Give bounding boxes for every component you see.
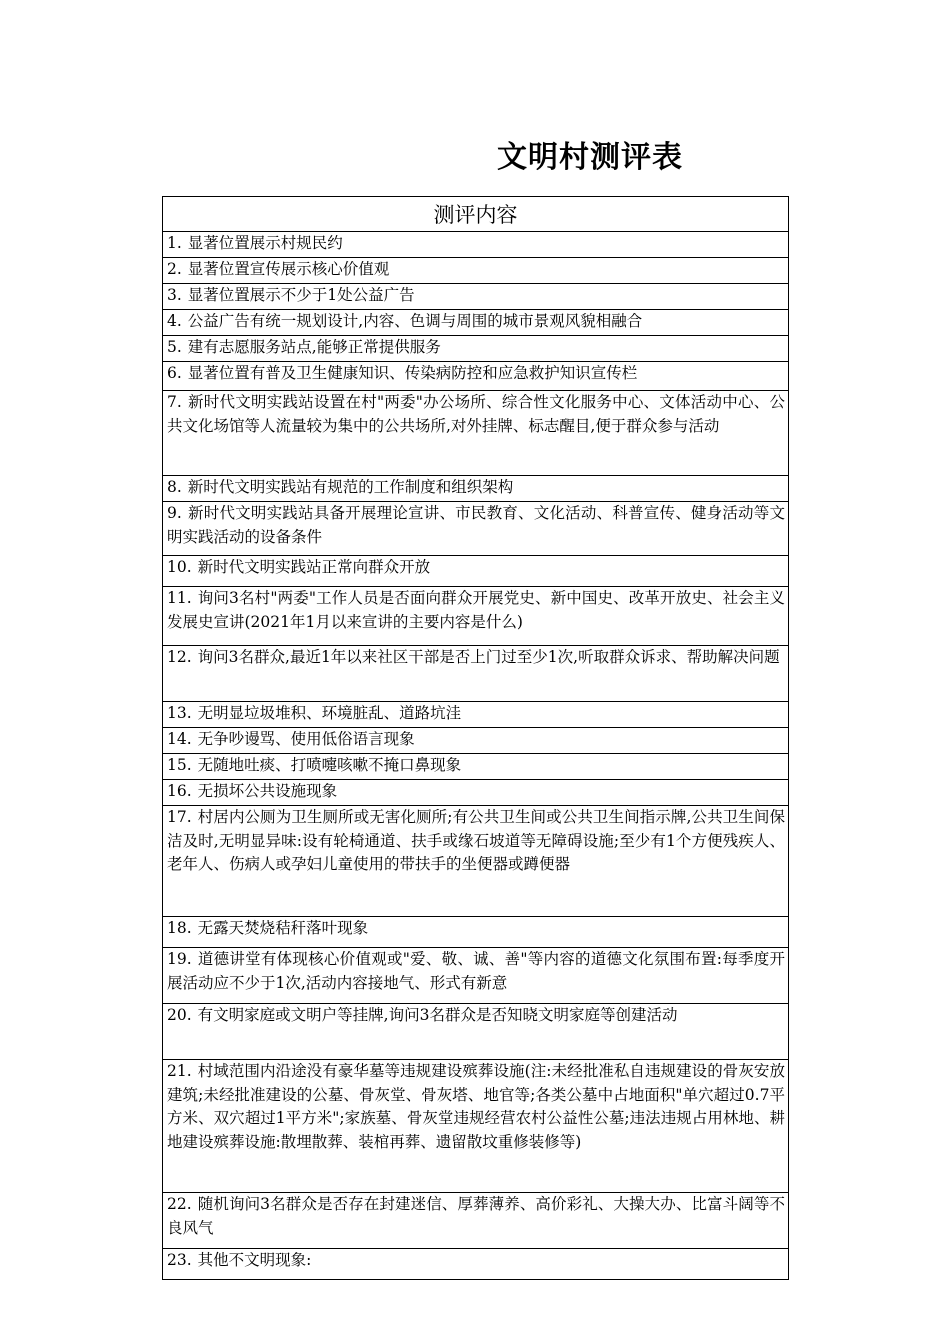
table-row xyxy=(163,284,789,310)
item-text: 新时代文明实践站具备开展理论宣讲、市民教育、文化活动、科普宣传、健身活动等文明实践活动的设备条件 xyxy=(167,504,785,546)
item-number: 23. xyxy=(167,1251,192,1269)
table-cell xyxy=(163,587,789,646)
item-text: 道德讲堂有体现核心价值观或"爱、敬、诚、善"等内容的道德文化氛围布置:每季度开展活动应不少于1次,活动内容接地气、形式有新意 xyxy=(167,950,785,992)
table-row xyxy=(163,1193,789,1249)
item-number: 6. xyxy=(167,364,182,382)
item-text: 随机询问3名群众是否存在封建迷信、厚葬薄养、高价彩礼、大操大办、比富斗阔等不良风气 xyxy=(167,1195,785,1237)
table-row xyxy=(163,646,789,702)
table-row xyxy=(163,1004,789,1060)
table-row xyxy=(163,502,789,556)
table-row xyxy=(163,1060,789,1193)
item-text: 显著位置宣传展示核心价值观 xyxy=(187,260,390,278)
table-row xyxy=(163,556,789,587)
item-text: 显著位置展示村规民约 xyxy=(187,234,343,252)
table-row xyxy=(163,476,789,502)
table-cell xyxy=(163,754,789,780)
table-cell xyxy=(163,728,789,754)
item-text: 无露天焚烧秸秆落叶现象 xyxy=(197,919,369,937)
item-text: 无随地吐痰、打喷嚏咳嗽不掩口鼻现象 xyxy=(197,756,462,774)
table-row xyxy=(163,948,789,1004)
item-number: 11. xyxy=(167,589,192,607)
item-text: 建有志愿服务站点,能够正常提供服务 xyxy=(187,338,441,356)
page-title: 文明村测评表 xyxy=(497,140,683,175)
table-row xyxy=(163,806,789,917)
table-header: 测评内容 xyxy=(163,197,789,232)
item-text: 村居内公厕为卫生厕所或无害化厕所;有公共卫生间或公共卫生间指示牌,公共卫生间保洁及时,无明显异味:设有轮椅通道、扶手或缘石坡道等无障碍设施;至少有1个方便残疾人、老年人、伤病人或孕妇儿童使用的带扶手的坐便器或蹲便器 xyxy=(167,808,785,873)
item-text: 无明显垃圾堆积、环境脏乱、道路坑洼 xyxy=(197,704,462,722)
item-text: 村域范围内沿途没有豪华墓等违规建设殡葬设施(注:未经批准私自违规建设的骨灰安放建筑;未经批准建设的公墓、骨灰堂、骨灰塔、地官等;各类公墓中占地面积"单穴超过0.7平方米、双穴超过1平方米";家族墓、骨灰堂违规经营农村公益性公墓;违法违规占用林地、耕地建设殡葬设施:散埋散葬、装棺再葬、遗留散坟重修装修等) xyxy=(167,1062,785,1151)
table-cell xyxy=(163,1004,789,1060)
table-cell xyxy=(163,232,789,258)
table-cell xyxy=(163,391,789,476)
item-text: 新时代文明实践站正常向群众开放 xyxy=(197,558,431,576)
table-cell xyxy=(163,948,789,1004)
item-number: 8. xyxy=(167,478,182,496)
item-text: 新时代文明实践站有规范的工作制度和组织架构 xyxy=(187,478,514,496)
table-cell xyxy=(163,362,789,391)
item-text: 显著位置展示不少于1处公益广告 xyxy=(187,286,415,304)
item-number: 14. xyxy=(167,730,192,748)
item-number: 4. xyxy=(167,312,182,330)
table-cell xyxy=(163,1249,789,1280)
table-header-row xyxy=(163,197,789,232)
table-cell xyxy=(163,646,789,702)
item-text: 询问3名村"两委"工作人员是否面向群众开展党史、新中国史、改革开放史、社会主义发展史宣讲(2021年1月以来宣讲的主要内容是什么) xyxy=(167,589,785,631)
table-row xyxy=(163,232,789,258)
table-body xyxy=(163,232,789,1280)
table-row xyxy=(163,362,789,391)
item-number: 5. xyxy=(167,338,182,356)
table-cell xyxy=(163,476,789,502)
item-number: 21. xyxy=(167,1062,192,1080)
table-cell xyxy=(163,310,789,336)
table-cell xyxy=(163,917,789,948)
table-cell xyxy=(163,556,789,587)
table-cell xyxy=(163,806,789,917)
item-number: 18. xyxy=(167,919,192,937)
item-number: 15. xyxy=(167,756,192,774)
item-text: 无损坏公共设施现象 xyxy=(197,782,338,800)
table-row xyxy=(163,728,789,754)
item-number: 20. xyxy=(167,1006,192,1024)
item-number: 17. xyxy=(167,808,192,826)
item-text: 显著位置有普及卫生健康知识、传染病防控和应急救护知识宣传栏 xyxy=(187,364,638,382)
table-row xyxy=(163,391,789,476)
item-number: 9. xyxy=(167,504,182,522)
item-number: 22. xyxy=(167,1195,192,1213)
evaluation-table xyxy=(162,196,789,1280)
table-row xyxy=(163,754,789,780)
table-row xyxy=(163,587,789,646)
item-text: 公益广告有统一规划设计,内容、色调与周围的城市景观风貌相融合 xyxy=(187,312,643,330)
table-cell xyxy=(163,702,789,728)
item-number: 13. xyxy=(167,704,192,722)
table-cell xyxy=(163,780,789,806)
item-number: 19. xyxy=(167,950,192,968)
table-cell xyxy=(163,258,789,284)
table-cell xyxy=(163,502,789,556)
item-number: 12. xyxy=(167,648,192,666)
table-row xyxy=(163,310,789,336)
item-number: 2. xyxy=(167,260,182,278)
item-number: 7. xyxy=(167,393,182,411)
item-number: 10. xyxy=(167,558,192,576)
table-row xyxy=(163,336,789,362)
table-cell xyxy=(163,1060,789,1193)
item-text: 询问3名群众,最近1年以来社区干部是否上门过至少1次,听取群众诉求、帮助解决问题 xyxy=(197,648,780,666)
table-row xyxy=(163,702,789,728)
table-row xyxy=(163,780,789,806)
item-text: 其他不文明现象: xyxy=(197,1251,312,1269)
item-number: 3. xyxy=(167,286,182,304)
item-text: 新时代文明实践站设置在村"两委"办公场所、综合性文化服务中心、文体活动中心、公共文化场馆等人流量较为集中的公共场所,对外挂牌、标志醒目,便于群众参与活动 xyxy=(167,393,785,435)
table-cell xyxy=(163,336,789,362)
table-row xyxy=(163,1249,789,1280)
item-text: 有文明家庭或文明户等挂牌,询问3名群众是否知晓文明家庭等创建活动 xyxy=(197,1006,678,1024)
table-row xyxy=(163,917,789,948)
item-text: 无争吵谩骂、使用低俗语言现象 xyxy=(197,730,415,748)
table-cell xyxy=(163,1193,789,1249)
item-number: 1. xyxy=(167,234,182,252)
table-row xyxy=(163,258,789,284)
table-cell xyxy=(163,284,789,310)
item-number: 16. xyxy=(167,782,192,800)
